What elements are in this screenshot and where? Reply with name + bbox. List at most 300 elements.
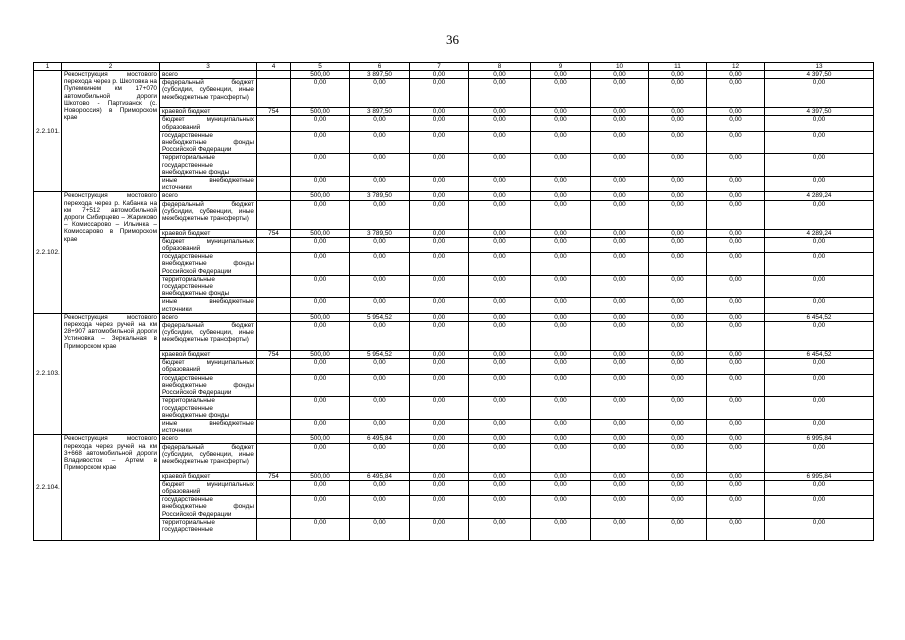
amount-cell: 0,00 — [765, 480, 874, 495]
amount-cell: 0,00 — [707, 419, 765, 434]
amount-cell: 0,00 — [531, 79, 591, 108]
amount-cell: 0,00 — [291, 443, 350, 472]
amount-cell: 500,00 — [291, 472, 350, 480]
amount-cell: 0,00 — [410, 419, 469, 434]
budget-code: 754 — [257, 229, 291, 237]
amount-cell: 0,00 — [469, 443, 531, 472]
header-cell: 8 — [469, 63, 531, 71]
amount-cell: 0,00 — [469, 397, 531, 420]
budget-code — [257, 435, 291, 443]
amount-cell: 0,00 — [765, 177, 874, 192]
amount-cell: 0,00 — [291, 322, 350, 351]
amount-cell: 0,00 — [350, 131, 410, 154]
amount-cell: 0,00 — [291, 359, 350, 374]
funding-source: бюджет муниципальных образований — [160, 116, 257, 131]
amount-cell: 0,00 — [649, 374, 707, 397]
funding-source: государственные внебюджетные фонды Российской Федерации — [160, 131, 257, 154]
amount-cell: 0,00 — [765, 253, 874, 276]
funding-source: территориальные государственные внебюджетные фонды — [160, 275, 257, 298]
funding-source: федеральный бюджет (субсидии, субвенции, иные межбюджетные трансферты) — [160, 443, 257, 472]
amount-cell: 0,00 — [591, 480, 649, 495]
amount-cell: 4 397,50 — [765, 71, 874, 79]
budget-code — [257, 322, 291, 351]
amount-cell: 0,00 — [291, 374, 350, 397]
budget-code — [257, 237, 291, 252]
amount-cell: 0,00 — [469, 313, 531, 321]
amount-cell: 0,00 — [291, 177, 350, 192]
amount-cell: 0,00 — [410, 275, 469, 298]
funding-source: государственные внебюджетные фонды Российской Федерации — [160, 253, 257, 276]
amount-cell: 0,00 — [410, 496, 469, 519]
amount-cell: 0,00 — [291, 480, 350, 495]
amount-cell: 0,00 — [707, 351, 765, 359]
table-row — [34, 298, 874, 313]
amount-cell: 6 495,84 — [350, 472, 410, 480]
amount-cell: 0,00 — [291, 200, 350, 229]
amount-cell: 0,00 — [469, 192, 531, 200]
amount-cell: 0,00 — [591, 298, 649, 313]
table-row — [34, 313, 874, 321]
amount-cell: 0,00 — [707, 443, 765, 472]
amount-cell: 0,00 — [469, 518, 531, 540]
funding-source: краевой бюджет — [160, 472, 257, 480]
amount-cell: 6 454,52 — [765, 313, 874, 321]
amount-cell: 0,00 — [591, 116, 649, 131]
amount-cell: 0,00 — [350, 397, 410, 420]
amount-cell: 0,00 — [469, 79, 531, 108]
budget-code — [257, 298, 291, 313]
header-cell: 4 — [257, 63, 291, 71]
amount-cell: 0,00 — [531, 322, 591, 351]
amount-cell: 0,00 — [707, 435, 765, 443]
budget-code — [257, 419, 291, 434]
amount-cell: 0,00 — [410, 313, 469, 321]
item-name: Реконструкция мостового перехода через р. Шкотовка на Пулемкинем км 17+070 автомобильной дороги Шкотово - Партизанск (с. Новороссия) в Приморском крае — [62, 71, 160, 192]
amount-cell: 0,00 — [765, 237, 874, 252]
amount-cell: 4 289,24 — [765, 192, 874, 200]
amount-cell: 0,00 — [649, 237, 707, 252]
budget-table — [33, 62, 874, 541]
amount-cell: 0,00 — [469, 322, 531, 351]
amount-cell: 0,00 — [291, 518, 350, 540]
amount-cell: 500,00 — [291, 435, 350, 443]
amount-cell: 0,00 — [707, 229, 765, 237]
amount-cell: 0,00 — [291, 79, 350, 108]
amount-cell: 0,00 — [765, 443, 874, 472]
amount-cell: 0,00 — [350, 359, 410, 374]
amount-cell: 0,00 — [410, 298, 469, 313]
budget-code — [257, 518, 291, 540]
amount-cell: 0,00 — [469, 131, 531, 154]
amount-cell: 0,00 — [649, 154, 707, 177]
amount-cell: 0,00 — [350, 154, 410, 177]
funding-source: бюджет муниципальных образований — [160, 359, 257, 374]
funding-source: всего — [160, 192, 257, 200]
amount-cell: 0,00 — [591, 79, 649, 108]
amount-cell: 0,00 — [291, 496, 350, 519]
budget-code — [257, 131, 291, 154]
amount-cell: 0,00 — [531, 154, 591, 177]
amount-cell: 0,00 — [649, 472, 707, 480]
amount-cell: 0,00 — [591, 374, 649, 397]
header-cell: 10 — [591, 63, 649, 71]
amount-cell: 0,00 — [765, 154, 874, 177]
amount-cell: 0,00 — [707, 496, 765, 519]
table-row — [34, 131, 874, 154]
budget-code — [257, 397, 291, 420]
amount-cell: 0,00 — [649, 518, 707, 540]
amount-cell: 0,00 — [350, 177, 410, 192]
amount-cell: 0,00 — [649, 313, 707, 321]
funding-source: бюджет муниципальных образований — [160, 237, 257, 252]
amount-cell: 0,00 — [410, 480, 469, 495]
funding-source: иные внебюджетные источники — [160, 177, 257, 192]
amount-cell: 0,00 — [765, 518, 874, 540]
amount-cell: 0,00 — [469, 237, 531, 252]
amount-cell: 500,00 — [291, 351, 350, 359]
funding-source: краевой бюджет — [160, 108, 257, 116]
amount-cell: 0,00 — [591, 443, 649, 472]
amount-cell: 0,00 — [707, 374, 765, 397]
amount-cell: 0,00 — [350, 374, 410, 397]
amount-cell: 0,00 — [765, 79, 874, 108]
amount-cell: 0,00 — [531, 253, 591, 276]
amount-cell: 0,00 — [531, 275, 591, 298]
amount-cell: 0,00 — [765, 275, 874, 298]
table-row — [34, 472, 874, 480]
amount-cell: 0,00 — [707, 518, 765, 540]
column-number-header-row — [34, 63, 874, 71]
table-row — [34, 200, 874, 229]
amount-cell: 0,00 — [531, 177, 591, 192]
amount-cell: 500,00 — [291, 313, 350, 321]
item-name: Реконструкция мостового перехода через р. Кабанка на км 7+512 автомобильной дороги Сибирцево – Жариково – Комиссарово – Ильинка – Комиссарово в Приморском крае — [62, 192, 160, 313]
amount-cell: 0,00 — [350, 200, 410, 229]
amount-cell: 0,00 — [591, 435, 649, 443]
table-row — [34, 275, 874, 298]
amount-cell: 0,00 — [649, 496, 707, 519]
budget-code — [257, 154, 291, 177]
table-row — [34, 359, 874, 374]
amount-cell: 0,00 — [765, 419, 874, 434]
amount-cell: 0,00 — [469, 200, 531, 229]
amount-cell: 0,00 — [591, 351, 649, 359]
amount-cell: 0,00 — [531, 131, 591, 154]
amount-cell: 0,00 — [649, 192, 707, 200]
table-row — [34, 443, 874, 472]
table-row — [34, 435, 874, 443]
funding-source: территориальные государственные внебюджетные фонды — [160, 397, 257, 420]
amount-cell: 0,00 — [531, 359, 591, 374]
amount-cell: 0,00 — [469, 298, 531, 313]
amount-cell: 0,00 — [291, 116, 350, 131]
header-cell: 3 — [160, 63, 257, 71]
amount-cell: 0,00 — [591, 154, 649, 177]
amount-cell: 0,00 — [531, 229, 591, 237]
amount-cell: 0,00 — [707, 108, 765, 116]
amount-cell: 0,00 — [291, 131, 350, 154]
budget-code — [257, 275, 291, 298]
amount-cell: 0,00 — [765, 200, 874, 229]
table-body — [34, 63, 874, 541]
amount-cell: 0,00 — [591, 192, 649, 200]
funding-source: краевой бюджет — [160, 351, 257, 359]
funding-source: краевой бюджет — [160, 229, 257, 237]
amount-cell: 0,00 — [350, 496, 410, 519]
amount-cell: 0,00 — [469, 374, 531, 397]
amount-cell: 0,00 — [707, 237, 765, 252]
item-code: 2.2.103. — [34, 313, 62, 434]
table-row — [34, 397, 874, 420]
amount-cell: 0,00 — [707, 200, 765, 229]
amount-cell: 0,00 — [350, 237, 410, 252]
amount-cell: 0,00 — [531, 108, 591, 116]
amount-cell: 0,00 — [649, 359, 707, 374]
header-cell: 9 — [531, 63, 591, 71]
amount-cell: 0,00 — [469, 275, 531, 298]
amount-cell: 3 789,50 — [350, 192, 410, 200]
amount-cell: 0,00 — [707, 397, 765, 420]
amount-cell: 0,00 — [707, 253, 765, 276]
amount-cell: 0,00 — [649, 322, 707, 351]
amount-cell: 0,00 — [765, 496, 874, 519]
amount-cell: 0,00 — [291, 253, 350, 276]
amount-cell: 0,00 — [469, 419, 531, 434]
amount-cell: 0,00 — [410, 435, 469, 443]
table-row — [34, 322, 874, 351]
amount-cell: 0,00 — [707, 79, 765, 108]
amount-cell: 0,00 — [591, 131, 649, 154]
amount-cell: 0,00 — [591, 71, 649, 79]
amount-cell: 0,00 — [410, 71, 469, 79]
amount-cell: 0,00 — [649, 116, 707, 131]
table-row — [34, 116, 874, 131]
table-row — [34, 154, 874, 177]
amount-cell: 0,00 — [649, 253, 707, 276]
amount-cell: 0,00 — [707, 154, 765, 177]
amount-cell: 0,00 — [591, 253, 649, 276]
amount-cell: 0,00 — [469, 154, 531, 177]
header-cell: 1 — [34, 63, 62, 71]
amount-cell: 6 995,84 — [765, 472, 874, 480]
amount-cell: 0,00 — [410, 397, 469, 420]
funding-source: федеральный бюджет (субсидии, субвенции, иные межбюджетные трансферты) — [160, 322, 257, 351]
amount-cell: 0,00 — [469, 253, 531, 276]
amount-cell: 0,00 — [649, 131, 707, 154]
amount-cell: 0,00 — [291, 397, 350, 420]
amount-cell: 0,00 — [649, 71, 707, 79]
amount-cell: 0,00 — [531, 298, 591, 313]
page-number: 36 — [446, 32, 459, 47]
amount-cell: 0,00 — [531, 472, 591, 480]
amount-cell: 0,00 — [531, 200, 591, 229]
amount-cell: 0,00 — [350, 443, 410, 472]
amount-cell: 0,00 — [765, 131, 874, 154]
amount-cell: 500,00 — [291, 108, 350, 116]
amount-cell: 6 495,84 — [350, 435, 410, 443]
amount-cell: 0,00 — [531, 71, 591, 79]
amount-cell: 0,00 — [649, 351, 707, 359]
table-row — [34, 108, 874, 116]
amount-cell: 0,00 — [591, 313, 649, 321]
amount-cell: 0,00 — [649, 480, 707, 495]
table-row — [34, 419, 874, 434]
amount-cell: 0,00 — [410, 192, 469, 200]
budget-code — [257, 374, 291, 397]
amount-cell: 3 789,50 — [350, 229, 410, 237]
amount-cell: 0,00 — [591, 359, 649, 374]
amount-cell: 0,00 — [531, 237, 591, 252]
amount-cell: 0,00 — [649, 435, 707, 443]
amount-cell: 0,00 — [469, 496, 531, 519]
amount-cell: 3 897,50 — [350, 71, 410, 79]
amount-cell: 0,00 — [291, 298, 350, 313]
amount-cell: 0,00 — [707, 322, 765, 351]
budget-code — [257, 192, 291, 200]
amount-cell: 0,00 — [469, 435, 531, 443]
amount-cell: 0,00 — [591, 229, 649, 237]
item-code: 2.2.102. — [34, 192, 62, 313]
amount-cell: 0,00 — [410, 253, 469, 276]
item-name: Реконструкция мостового перехода через ручей на км 28+907 автомобильной дороги Устиновка – Зеркальная в Приморском крае — [62, 313, 160, 434]
amount-cell: 0,00 — [410, 472, 469, 480]
amount-cell: 0,00 — [707, 298, 765, 313]
amount-cell: 0,00 — [531, 192, 591, 200]
amount-cell: 0,00 — [531, 443, 591, 472]
amount-cell: 0,00 — [707, 472, 765, 480]
amount-cell: 0,00 — [649, 79, 707, 108]
budget-code: 754 — [257, 351, 291, 359]
table-row — [34, 351, 874, 359]
budget-code — [257, 253, 291, 276]
amount-cell: 0,00 — [410, 200, 469, 229]
amount-cell: 0,00 — [531, 518, 591, 540]
header-cell: 12 — [707, 63, 765, 71]
funding-source: иные внебюджетные источники — [160, 298, 257, 313]
amount-cell: 0,00 — [469, 108, 531, 116]
funding-source: всего — [160, 71, 257, 79]
budget-code — [257, 71, 291, 79]
budget-code — [257, 79, 291, 108]
amount-cell: 0,00 — [469, 71, 531, 79]
amount-cell: 0,00 — [707, 359, 765, 374]
budget-code — [257, 359, 291, 374]
amount-cell: 6 454,52 — [765, 351, 874, 359]
table-row — [34, 237, 874, 252]
budget-code — [257, 177, 291, 192]
amount-cell: 0,00 — [469, 359, 531, 374]
amount-cell: 6 995,84 — [765, 435, 874, 443]
amount-cell: 0,00 — [531, 374, 591, 397]
amount-cell: 0,00 — [410, 79, 469, 108]
item-code: 2.2.101. — [34, 71, 62, 192]
amount-cell: 0,00 — [410, 443, 469, 472]
table-row — [34, 71, 874, 79]
amount-cell: 0,00 — [469, 480, 531, 495]
budget-code — [257, 496, 291, 519]
amount-cell: 0,00 — [649, 108, 707, 116]
table-row — [34, 518, 874, 540]
amount-cell: 0,00 — [469, 177, 531, 192]
amount-cell: 0,00 — [531, 496, 591, 519]
amount-cell: 0,00 — [765, 359, 874, 374]
amount-cell: 0,00 — [591, 275, 649, 298]
budget-code — [257, 313, 291, 321]
item-code: 2.2.104. — [34, 435, 62, 540]
funding-source: территориальные государственные — [160, 518, 257, 540]
amount-cell: 0,00 — [350, 322, 410, 351]
amount-cell: 0,00 — [410, 322, 469, 351]
amount-cell: 0,00 — [649, 419, 707, 434]
amount-cell: 5 954,52 — [350, 351, 410, 359]
amount-cell: 0,00 — [649, 177, 707, 192]
amount-cell: 0,00 — [410, 518, 469, 540]
amount-cell: 0,00 — [350, 480, 410, 495]
amount-cell: 0,00 — [591, 397, 649, 420]
amount-cell: 0,00 — [469, 116, 531, 131]
amount-cell: 4 289,24 — [765, 229, 874, 237]
budget-code: 754 — [257, 108, 291, 116]
table-row — [34, 374, 874, 397]
amount-cell: 0,00 — [531, 435, 591, 443]
amount-cell: 0,00 — [591, 322, 649, 351]
funding-source: территориальные государственные внебюджетные фонды — [160, 154, 257, 177]
amount-cell: 0,00 — [291, 154, 350, 177]
amount-cell: 0,00 — [649, 229, 707, 237]
amount-cell: 0,00 — [591, 237, 649, 252]
table-row — [34, 177, 874, 192]
amount-cell: 0,00 — [531, 313, 591, 321]
header-cell: 5 — [291, 63, 350, 71]
table-row — [34, 229, 874, 237]
amount-cell: 0,00 — [469, 351, 531, 359]
amount-cell: 0,00 — [591, 200, 649, 229]
amount-cell: 0,00 — [410, 131, 469, 154]
amount-cell: 0,00 — [591, 518, 649, 540]
amount-cell: 0,00 — [531, 116, 591, 131]
amount-cell: 0,00 — [531, 480, 591, 495]
amount-cell: 0,00 — [410, 229, 469, 237]
funding-source: бюджет муниципальных образований — [160, 480, 257, 495]
amount-cell: 0,00 — [649, 443, 707, 472]
amount-cell: 0,00 — [291, 275, 350, 298]
amount-cell: 0,00 — [410, 154, 469, 177]
amount-cell: 0,00 — [765, 322, 874, 351]
amount-cell: 0,00 — [707, 313, 765, 321]
amount-cell: 0,00 — [765, 397, 874, 420]
table-row — [34, 496, 874, 519]
amount-cell: 500,00 — [291, 229, 350, 237]
header-cell: 13 — [765, 63, 874, 71]
amount-cell: 5 954,52 — [350, 313, 410, 321]
amount-cell: 0,00 — [410, 177, 469, 192]
amount-cell: 0,00 — [649, 275, 707, 298]
header-cell: 6 — [350, 63, 410, 71]
amount-cell: 0,00 — [531, 397, 591, 420]
amount-cell: 0,00 — [707, 71, 765, 79]
amount-cell: 0,00 — [707, 177, 765, 192]
funding-source: государственные внебюджетные фонды Российской Федерации — [160, 374, 257, 397]
amount-cell: 0,00 — [707, 116, 765, 131]
amount-cell: 4 397,50 — [765, 108, 874, 116]
amount-cell: 0,00 — [410, 359, 469, 374]
amount-cell: 500,00 — [291, 71, 350, 79]
header-cell: 11 — [649, 63, 707, 71]
amount-cell: 0,00 — [350, 419, 410, 434]
amount-cell: 0,00 — [591, 472, 649, 480]
amount-cell: 0,00 — [350, 79, 410, 108]
amount-cell: 0,00 — [531, 351, 591, 359]
